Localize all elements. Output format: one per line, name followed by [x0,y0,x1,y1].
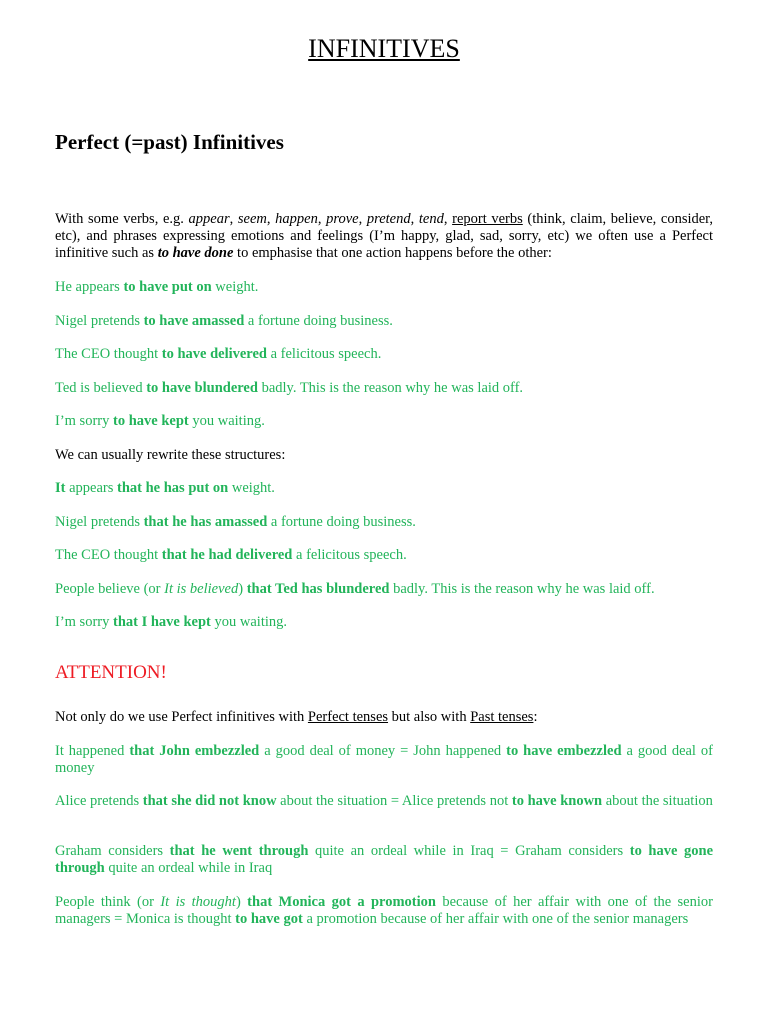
comma: , [266,211,276,227]
example-text: quite an ordeal while in Iraq [104,860,273,876]
example-text: Ted is believed [55,380,147,396]
verb-happen: happen [275,211,318,227]
example-bold: that Monica got a promotion [247,894,436,910]
example-text: weight. [211,279,259,295]
example-italic: It is thought [160,894,236,910]
example-text: It happened [55,743,130,759]
example-bold: to have got [235,911,303,927]
verb-tend: tend [418,211,444,227]
example-bold: to have kept [113,413,189,429]
example-text: about the situation [602,793,713,809]
example-sentence [55,313,713,330]
verb-pretend: pretend [366,211,411,227]
comma: , [317,211,327,227]
example-text: The CEO thought [55,547,162,563]
example-sentence [55,581,713,598]
intro-text: (think, claim, believe, consider, etc), and phrases expressing emotions and feelings (I’m happy, glad, sad, sorry, etc) we often use a Perfect infinitive such as [55,211,714,261]
example-sentence [55,279,713,296]
example-sentence [55,614,713,631]
example-bold: It [55,480,66,496]
example-text: weight. [228,480,275,496]
intro-text: With some verbs, e.g. [55,211,189,227]
perfect-tenses-underlined: Perfect tenses [307,709,389,725]
rewrite-note: We can usually rewrite these structures: [55,447,286,463]
emphasis-to-have-done: to have done [157,245,234,261]
example-bold: to have put on [123,279,212,295]
comma: , [358,211,367,227]
verb-prove: prove [326,211,359,227]
example-text: Alice pretends [55,793,143,809]
body-text: Not only do we use Perfect infinitives with [55,709,308,725]
example-text: quite an ordeal while in Iraq = Graham considers [308,843,630,859]
example-text: appears [65,480,118,496]
example-sentence [55,413,713,430]
example-sentence [55,514,713,531]
example-text: a fortune doing business. [244,313,393,329]
example-text: badly. This is the reason why he was laid off. [257,380,524,396]
example-text: I’m sorry [55,413,113,429]
example-bold: that I have kept [113,614,211,630]
not-only-paragraph [55,709,713,726]
example-sentence [55,346,713,363]
example-bold: that Ted has blundered [246,581,390,597]
example-text: a felicitous speech. [266,346,382,362]
section-heading: Perfect (=past) Infinitives [55,130,284,154]
example-text: I’m sorry [55,614,113,630]
verb-appear: appear [188,211,230,227]
example-bold: to have known [511,793,603,809]
comma: , [410,211,419,227]
example-italic: It is believed [164,581,239,597]
past-tenses-underlined: Past tenses [470,709,534,725]
example-text: The CEO thought [55,346,162,362]
report-verbs-underlined: report verbs [452,211,523,227]
example-text: a good deal of money [55,743,713,776]
body-text: : [533,709,538,725]
example-sentence [55,547,713,564]
example-sentence [55,380,713,397]
example-bold: that John embezzled [129,743,260,759]
example-sentence [55,843,713,877]
example-bold: to have blundered [146,380,258,396]
example-text: a fortune doing business. [267,514,416,530]
example-sentence [55,743,713,777]
example-text: a felicitous speech. [292,547,407,563]
intro-paragraph [55,211,713,262]
example-text: a good deal of money = John happened [259,743,507,759]
example-text: because of her affair with one of the senior managers = Monica is thought [55,894,713,927]
example-text: Nigel pretends [55,514,144,530]
verb-seem: seem [237,211,267,227]
example-bold: that he has put on [117,480,229,496]
comma: , [443,211,453,227]
body-text: but also with [388,709,471,725]
example-bold: that she did not know [142,793,277,809]
example-text: People believe (or [55,581,165,597]
example-text: you waiting. [210,614,288,630]
example-bold: to have delivered [161,346,267,362]
example-text: People think (or [55,894,161,910]
example-text: ) [235,894,248,910]
example-text: ) [238,581,247,597]
example-bold: that he went through [169,843,309,859]
attention-heading: ATTENTION! [55,662,167,683]
example-bold: that he had delivered [161,547,293,563]
example-text: about the situation = Alice pretends not [276,793,512,809]
intro-text: to emphasise that one action happens before the other: [233,245,552,261]
example-bold: that he has amassed [143,514,268,530]
example-text: badly. This is the reason why he was laid off. [389,581,655,597]
example-sentence [55,894,713,928]
comma: , [229,211,238,227]
example-text: He appears [55,279,124,295]
example-sentence [55,480,713,497]
example-text: Graham considers [55,843,170,859]
example-sentence [55,793,713,810]
example-bold: to have embezzled [506,743,622,759]
example-text: a promotion because of her affair with one of the senior managers [302,911,689,927]
page-title: INFINITIVES [308,34,460,63]
example-bold: to have amassed [143,313,245,329]
example-text: Nigel pretends [55,313,144,329]
example-text: you waiting. [188,413,265,429]
example-bold: to have gone through [55,843,713,876]
